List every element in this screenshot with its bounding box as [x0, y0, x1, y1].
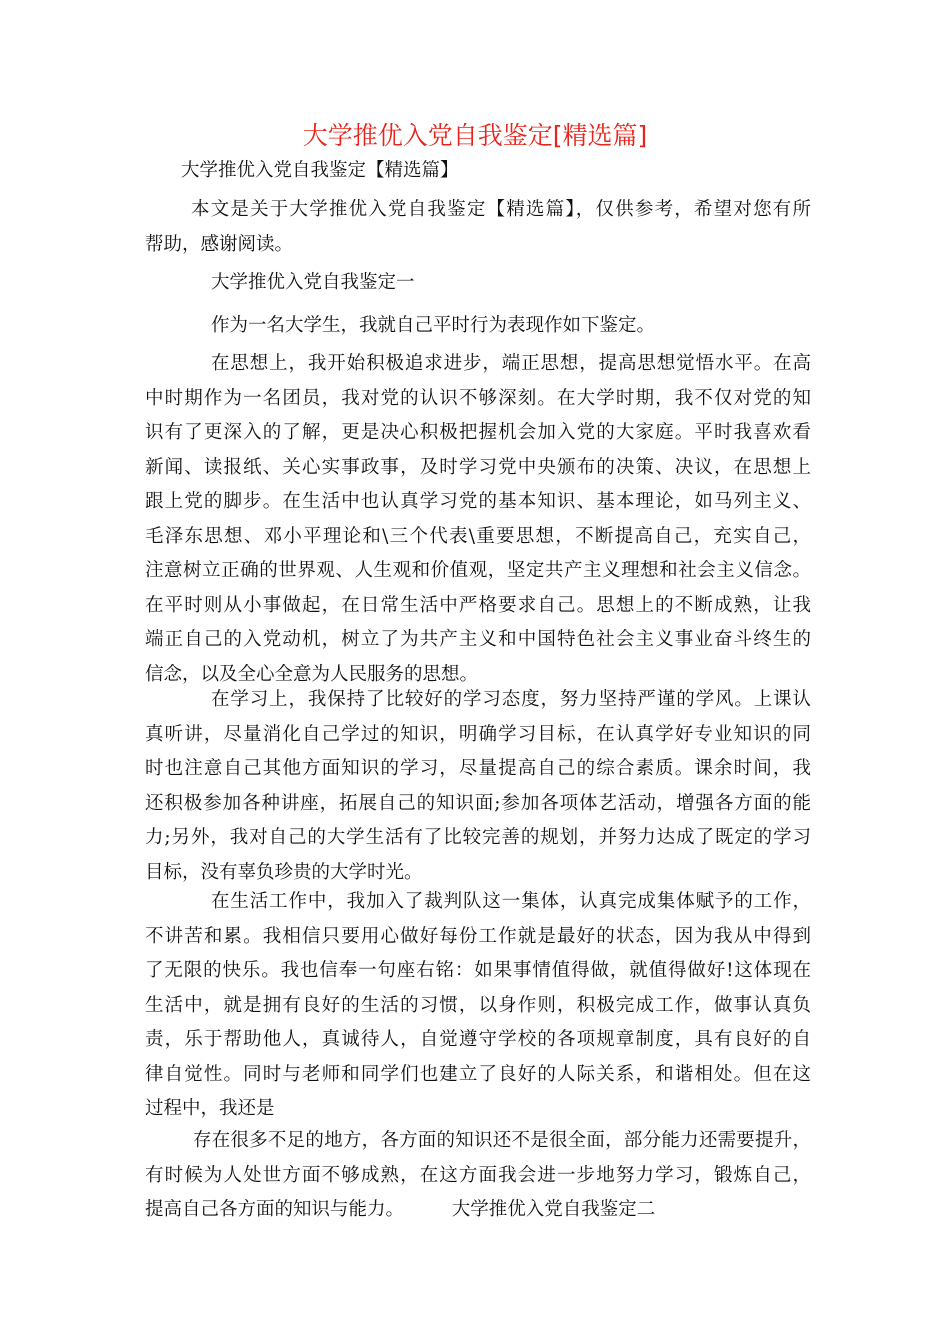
paragraph-line: 识有了更深入的了解，更是决心积极把握机会加入党的大家庭。平时我喜欢看 [145, 422, 811, 443]
paragraph-line: 目标，没有辜负珍贵的大学时光。 [145, 861, 423, 883]
intro-line: 帮助，感谢阅读。 [145, 233, 294, 255]
paragraph-line: 不讲苦和累。我相信只要用心做好每份工作就是最好的状态，因为我从中得到 [145, 925, 811, 947]
section-heading-1-block [145, 266, 811, 301]
paragraph-line: 律自觉性。同时与老师和同学们也建立了良好的人际关系，和谐相处。但在这 [145, 1063, 811, 1085]
paragraph-line: 信念，以及全心全意为人民服务的思想。 [145, 663, 479, 685]
document-title: 大学推优入党自我鉴定[精选篇] [302, 121, 648, 150]
paragraph-line: 真听讲，尽量消化自己学过的知识，明确学习目标，在认真学好专业知识的同 [145, 723, 811, 745]
paragraph-line: 责，乐于帮助他人，真诚待人，自觉遵守学校的各项规章制度，具有良好的自 [145, 1029, 811, 1050]
paragraph-line: 注意树立正确的世界观、人生观和价值观，坚定共产主义理想和社会主义信念。 [145, 560, 811, 581]
paragraph-line: 力;另外，我对自己的大学生活有了比较完善的规划，并努力达成了既定的学习 [145, 827, 811, 848]
paragraph-line: 生活中，就是拥有良好的生活的习惯，以身作则，积极完成工作，做事认真负 [145, 994, 811, 1016]
paragraph-line: 端正自己的入党动机，树立了为共产主义和中国特色社会主义事业奋斗终生的 [145, 629, 811, 650]
paragraph-line: 新闻、读报纸、关心实事政事，及时学习党中央颁布的决策、决议，在思想上 [145, 456, 811, 478]
paragraph-line: 在生活工作中，我加入了裁判队这一集体，认真完成集体赋予的工作， [211, 891, 811, 912]
study-paragraph [145, 683, 811, 890]
life-paragraph [145, 885, 811, 1127]
paragraph-line: 在平时则从小事做起，在日常生活中严格要求自己。思想上的不断成熟，让我 [145, 594, 811, 616]
paragraph-line: 了无限的快乐。我也信奉一句座右铭：如果事情值得做，就值得做好!这体现在 [145, 960, 811, 981]
paragraph-line: 存在很多不足的地方，各方面的知识还不是很全面，部分能力还需要提升， [193, 1130, 811, 1151]
paragraph-line: 在学习上，我保持了比较好的学习态度，努力坚持严谨的学风。上课认 [211, 689, 811, 710]
opening-paragraph [145, 309, 811, 344]
shortcoming-paragraph [145, 1124, 811, 1228]
section-heading-1: 大学推优入党自我鉴定一 [211, 272, 415, 293]
paragraph-line: 有时候为人处世方面不够成熟，在这方面我会进一步地努力学习，锻炼自己， [145, 1164, 811, 1186]
paragraph-line: 还积极参加各种讲座，拓展自己的知识面;参加各项体艺活动，增强各方面的能 [145, 792, 811, 814]
paragraph-line: 毛泽东思想、邓小平理论和\三个代表\重要思想，不断提高自己，充实自己， [145, 525, 811, 547]
opening-line: 作为一名大学生，我就自己平时行为表现作如下鉴定。 [211, 315, 656, 336]
paragraph-line: 在思想上，我开始积极追求进步，端正思想，提高思想觉悟水平。在高 [211, 353, 811, 374]
paragraph-line: 过程中，我还是 [145, 1098, 275, 1119]
document-subtitle-block [145, 154, 811, 189]
paragraph-line [145, 1193, 811, 1228]
intro-line: 本文是关于大学推优入党自我鉴定【精选篇】，仅供参考，希望对您有所 [191, 199, 811, 220]
paragraph-line: 中时期作为一名团员，我对党的认识不够深刻。在大学时期，我不仅对党的知 [145, 387, 811, 409]
thought-paragraph [145, 347, 811, 692]
paragraph-line: 时也注意自己其他方面知识的学习，尽量提高自己的综合素质。课余时间，我 [145, 758, 811, 779]
document-subtitle: 大学推优入党自我鉴定【精选篇】 [181, 160, 459, 181]
section-heading-2: 大学推优入党自我鉴定二 [451, 1199, 656, 1220]
paragraph-line: 跟上党的脚步。在生活中也认真学习党的基本知识、基本理论，如马列主义、 [145, 491, 811, 512]
paragraph-line-text: 提高自己各方面的知识与能力。 [145, 1199, 405, 1220]
intro-paragraph [145, 193, 811, 262]
